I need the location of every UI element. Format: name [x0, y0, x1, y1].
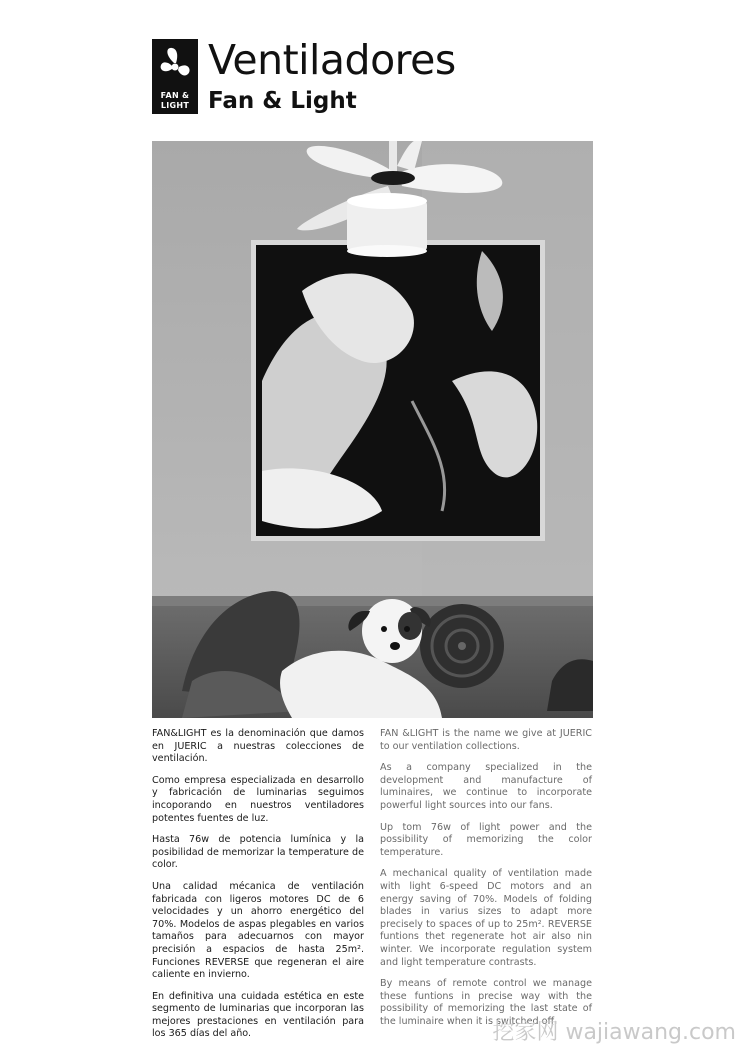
paragraph-en: Up tom 76w of light power and the possibility of memorizing the color temperature. [380, 821, 592, 858]
paragraph-es: En definitiva una cuidada estética en este segmento de luminarias que incorporan las mejores prestaciones en ventilación para los 365 días del año. [152, 990, 364, 1040]
paragraph-en: By means of remote control we manage these funtions in precise way with the possibility of memorizing the last state of the luminaire when it is switched off. [380, 978, 592, 1027]
page-title: Ventiladores [208, 36, 456, 84]
paragraph-en: FAN &LIGHT is the name we give at JUERIC to our ventilation collections. [380, 728, 592, 752]
page-subtitle: Fan & Light [208, 88, 357, 114]
paragraph-es: Una calidad mécanica de ventilación fabricada con ligeros motores DC de 6 velocidades y un ahorro energético del 70%. Modelos de aspas plegables en varios tamaños para adecuarnos con mayor precisión a espacios de hasta 25m². Funciones REVERSE que regeneran el aire caliente en invierno. [152, 880, 364, 981]
paragraph-en: As a company specialized in the development and manufacture of luminaires, we continue to incorporate powerful light sources into our fans. [380, 762, 592, 811]
painting [251, 240, 545, 541]
text-column-english [380, 728, 592, 1037]
paragraph-es: FAN&LIGHT es la denominación que damos en JUERIC a nuestras colecciones de ventilación. [152, 728, 364, 765]
product-photo [152, 141, 593, 718]
paragraph-es: Como empresa especializada en desarrollo y fabricación de luminarias seguimos incoporando en nuestros ventiladores potentes fuentes de luz. [152, 774, 364, 824]
logo-text-line2: LIGHT [160, 101, 190, 110]
watermark: 挖家网 wajiawang.com [492, 1020, 736, 1045]
text-column-spanish [152, 728, 364, 1050]
fan-icon [157, 45, 193, 87]
paragraph-en: A mechanical quality of ventilation made with light 6-speed DC motors and an energy saving of 70%. Models of folding blades in varius sizes to adapt more precisely to spaces of up to 25m². REVERSE funtions thet regenerate hot air also nin winter. We incorporate regulation system and light temperature contrasts. [380, 868, 592, 968]
logo-text-line1: FAN & [160, 91, 190, 100]
paragraph-es: Hasta 76w de potencia lumínica y la posibilidad de memorizar la temperature de color. [152, 834, 364, 871]
fan-light-logo [152, 39, 198, 114]
